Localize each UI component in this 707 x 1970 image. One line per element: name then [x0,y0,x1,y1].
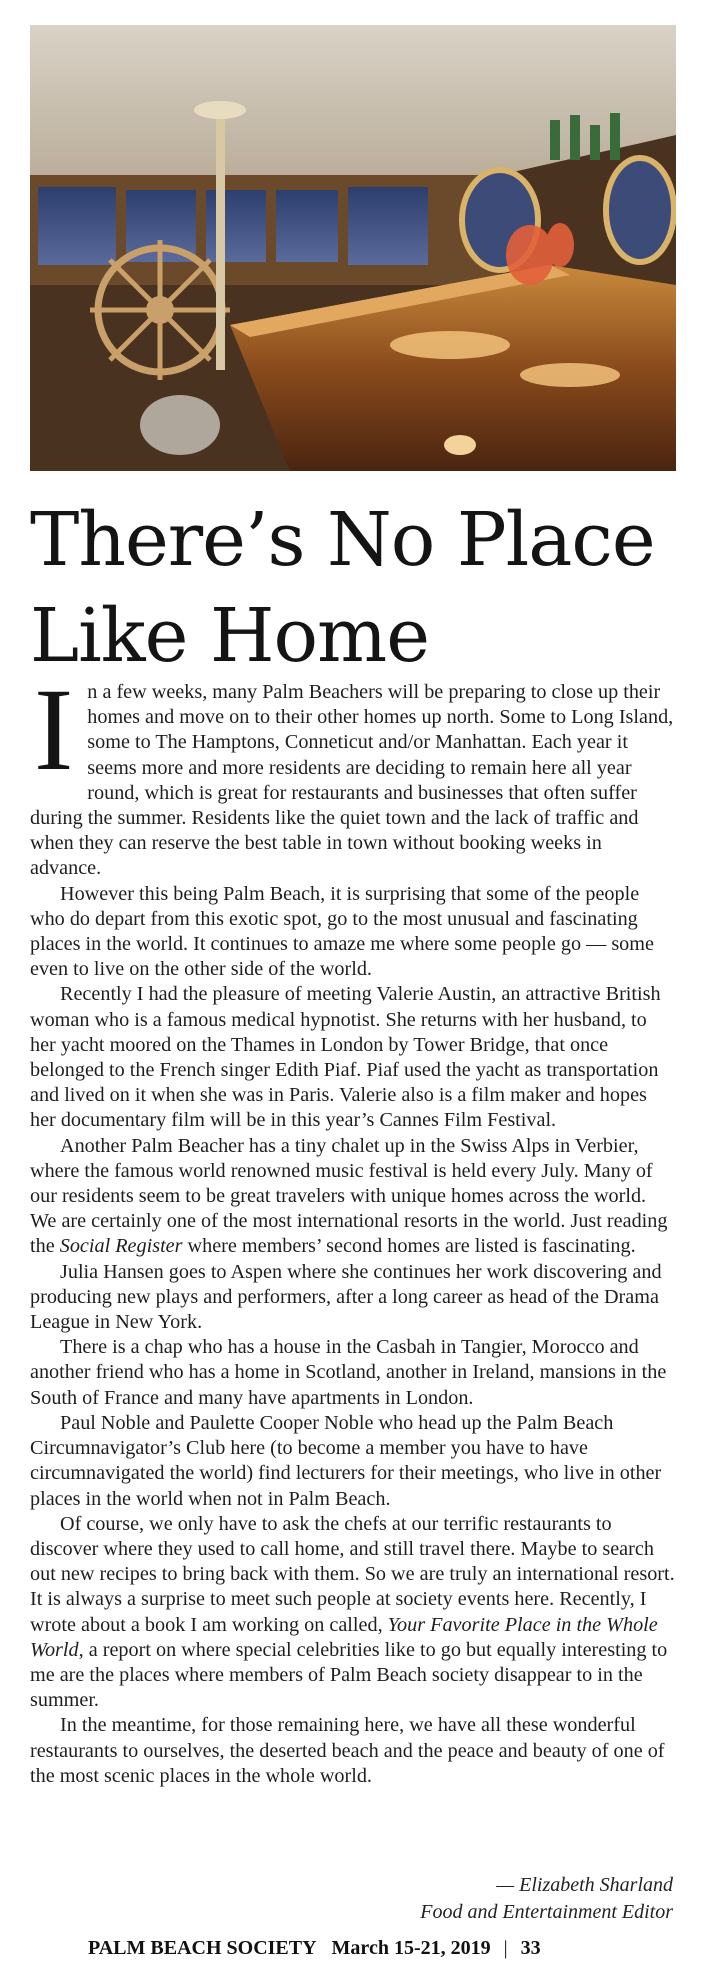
article-paragraph-6: There is a chap who has a house in the Casbah in Tangier, Morocco and another friend who has a home in Scotland, another in Ireland, mansions in the South of France and many have apartments in London. [30,1336,667,1409]
article-paragraph-4 [30,1134,676,1260]
article-paragraph-2: However this being Palm Beach, it is surprising that some of the people who do depart from this exotic spot, go to the most unusual and fascinating places in the world. It continues to amaze me where some people go — some even to live on the other side of the world. [30,882,654,981]
paragraph-4-text-a: Another Palm Beacher has a tiny chalet up in the Swiss Alps in Verbier, where the famous world renowned music festival is held every July. Many of our residents seem to be great travelers with unique homes across the world. We are certainly one of the most international resorts in the world. Just reading the [30,1134,668,1258]
social-register-title: Social Register [59,1235,183,1258]
article-paragraph-9: In the meantime, for those remaining here, we have all these wonderful restaurants to ourselves, the deserted beach and the peace and beauty of one of the most scenic places in the whole world. [30,1714,665,1787]
drop-cap: I [34,664,74,795]
page-footer [88,1937,541,1960]
publication-name: PALM BEACH SOCIETY [88,1937,317,1959]
footer-separator: | [503,1937,508,1959]
page-number: 33 [520,1937,541,1959]
author-role: Food and Entertainment Editor [420,1901,673,1923]
book-title: Your Favorite Place in the Whole World [30,1613,658,1661]
author-name: — Elizabeth Sharland [496,1874,673,1896]
lead-text: n a few weeks, many Palm Beachers will be preparing to close up their homes and move on to their other homes up north. Some to Long Island, some to The Hamptons, Conneticut and/or Manhattan. Each year it seems more and more residents are deciding to remain here all year round, which is great for restaurants and businesses that often suffer during the summer. Residents like the quiet town and the lack of traffic and when they can reserve the best table in town without booking weeks in advance. [30,681,674,880]
author-signature [420,1872,673,1926]
paragraph-8-text-a: Of course, we only have to ask the chefs at our terrific restaurants to discover where they used to call home, and still travel there. Maybe to search out new recipes to bring back with them. So we are truly an international resort. It is always a surprise to meet such people at society events here. Recently, I wrote about a book I am working on called, [30,1512,675,1636]
yacht-cabin-photo [30,25,676,471]
issue-date: March 15-21, 2019 [331,1937,491,1959]
article-headline: There’s No Place Like Home [30,497,655,679]
article-paragraph-1 [30,664,676,882]
article-paragraph-7: Paul Noble and Paulette Cooper Noble who head up the Palm Beach Circumnavigator’s Club here (to become a member you have to have circumnavigated the world) find lecturers for their meetings, who live in other places in the world when not in Palm Beach. [30,1411,662,1510]
article-body [30,664,676,1789]
article-paragraph-8 [30,1512,676,1714]
article-paragraph-3: Recently I had the pleasure of meeting Valerie Austin, an attractive British woman who is a famous medical hypnotist. She returns with her husband, to her yacht moored on the Thames in London by Tower Bridge, that once belonged to the French singer Edith Piaf. Piaf used the yacht as transportation and lived on it when she was in Paris. Valerie also is a film maker and hopes her documentary film will be in this year’s Cannes Film Festival. [30,983,661,1132]
paragraph-8-text-b: , a report on where special celebrities like to go but equally interesting to me are the places where members of Palm Beach society disappear to in the summer. [30,1638,668,1712]
article-paragraph-5: Julia Hansen goes to Aspen where she continues her work discovering and producing new plays and performers, after a long career as head of the Drama League in New York. [30,1260,662,1334]
paragraph-4-text-b: where members’ second homes are listed is fascinating. [182,1235,636,1258]
